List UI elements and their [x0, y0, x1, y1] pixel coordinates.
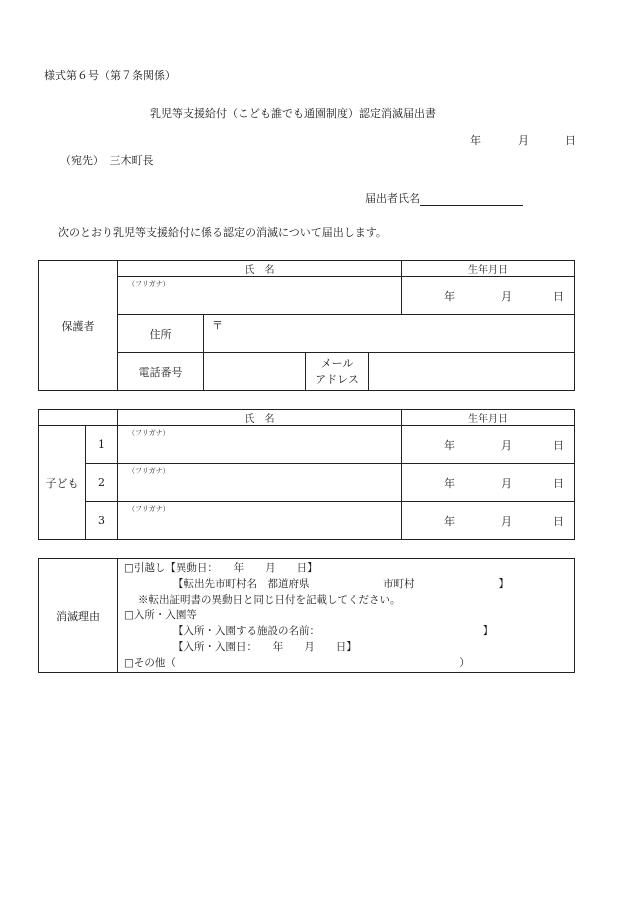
phone-cell[interactable]	[204, 353, 306, 391]
reason-moving-destination: 【転出先市町村名 都道府県 市町村 】	[173, 577, 509, 590]
furigana-label: （フリガナ）	[128, 280, 170, 288]
email-label: メール アドレス	[306, 353, 369, 391]
phone-label: 電話番号	[118, 353, 204, 391]
applicant-name-row	[365, 190, 523, 206]
email-cell[interactable]	[369, 353, 575, 391]
applicant-name-label: 届出者氏名	[365, 192, 420, 205]
reason-note: ※転出証明書の異動日と同じ日付を記載してください。	[138, 593, 401, 606]
form-number: 様式第６号（第７条関係）	[44, 69, 176, 82]
reason-table	[38, 558, 575, 673]
child-row-number: 2	[86, 464, 118, 502]
child-name-cell[interactable]: （フリガナ）	[118, 502, 402, 540]
guardian-name-cell[interactable]	[118, 277, 402, 315]
applicant-name-line[interactable]	[420, 193, 523, 206]
date-year: 年	[470, 134, 481, 147]
child-name-header: 氏 名	[118, 410, 402, 426]
reason-admission-checkbox[interactable]: □入所・入園等	[124, 609, 197, 622]
date-month: 月	[518, 134, 529, 147]
guardian-dob-header: 生年月日	[402, 261, 575, 277]
addressee: （宛先） 三木町長	[60, 154, 154, 167]
reason-label: 消滅理由	[39, 559, 118, 673]
child-dob-header: 生年月日	[402, 410, 575, 426]
child-row-number: 1	[86, 426, 118, 464]
guardian-dob-cell[interactable]: 年 月 日	[402, 277, 575, 315]
child-name-cell[interactable]: （フリガナ）	[118, 426, 402, 464]
children-table	[38, 409, 575, 540]
guardian-name-header: 氏 名	[118, 261, 402, 277]
reason-admission-date: 【入所・入園日： 年 月 日】	[173, 640, 357, 653]
reason-other-checkbox[interactable]: □その他（ ）	[124, 656, 470, 669]
postal-mark: 〒	[212, 319, 223, 332]
guardian-table	[38, 260, 575, 391]
date-day: 日	[565, 134, 576, 147]
child-row-number: 3	[86, 502, 118, 540]
child-dob-cell[interactable]: 年 月 日	[402, 426, 575, 464]
address-cell[interactable]	[204, 315, 575, 353]
guardian-label: 保護者	[39, 261, 118, 391]
statement: 次のとおり乳児等支援給付に係る認定の消滅について届出します。	[58, 226, 387, 239]
form-title: 乳児等支援給付（こども誰でも通園制度）認定消滅届出書	[150, 107, 436, 120]
child-name-cell[interactable]: （フリガナ）	[118, 464, 402, 502]
address-label: 住所	[118, 315, 204, 353]
reason-moving-checkbox[interactable]: □引越し【異動日： 年 月 日】	[124, 562, 318, 574]
children-label: 子ども	[39, 426, 86, 540]
child-dob-cell[interactable]: 年 月 日	[402, 464, 575, 502]
child-dob-cell[interactable]: 年 月 日	[402, 502, 575, 540]
reason-facility-name: 【入所・入園する施設の名前： 】	[173, 625, 494, 638]
reason-content	[118, 559, 575, 673]
